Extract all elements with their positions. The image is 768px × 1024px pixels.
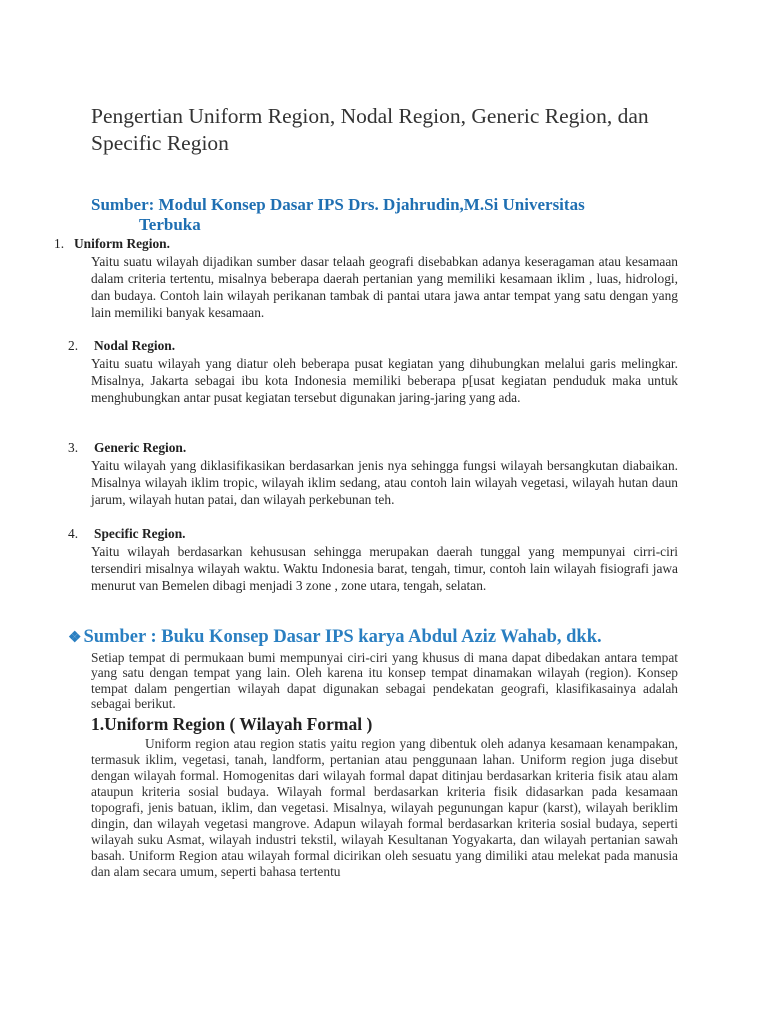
- item-4-number: 4.: [68, 526, 79, 541]
- source-heading-2: [68, 626, 708, 649]
- section-paragraph-indent: [91, 736, 145, 751]
- source-heading-1-line1: Sumber: Modul Konsep Dasar IPS Drs. Djahrudin,M.Si Universitas: [91, 195, 585, 214]
- source-heading-1: [91, 195, 691, 235]
- item-1-number: 1.: [54, 236, 65, 251]
- item-3-number: 3.: [68, 440, 79, 455]
- item-4-heading: Specific Region.: [94, 526, 186, 541]
- source-heading-1-line2: Terbuka: [139, 215, 201, 234]
- item-3-text: Yaitu wilayah yang diklasifikasikan berdasarkan jenis nya sehingga fungsi wilayah bersangkutan diabaikan. Misalnya wilayah iklim tropic, wilayah iklim sedang, atau contoh lain wilayah vegetasi, wilayah hutan daun jarum, wilayah hutan patai, dan wilayah perkebunan teh.: [91, 458, 678, 507]
- item-1-heading: Uniform Region.: [74, 236, 170, 251]
- item-4-text: Yaitu wilayah berdasarkan kehususan sehingga merupakan daerah tunggal yang mempunyai cirri-ciri tersendiri misalnya wilayah waktu. Waktu Indonesia barat, tengah, timur, contoh lain wilayah fisiografi jawa menurut van Bemelen dibagi menjadi 3 zone , zone utara, tengah, selatan.: [91, 544, 678, 593]
- section-paragraph-text: Uniform region atau region statis yaitu region yang dibentuk oleh adanya kesamaan kenampakan, termasuk iklim, vegetasi, tanah, landform, pertanian atau penggunaan lahan. Uniform region juga disebut dengan wilayah formal. Homogenitas dari wilayah formal dapat ditinjau berdasarkan kriteria fisik atau alam ataupun kriteria sosial budaya. Wilayah formal berdasarkan kriteria fisik didasarkan pada kesamaan topografi, jenis batuan, iklim, dan vegetasi. Misalnya, wilayah pegunungan kapur (karst), wilayah beriklim dingin, dan wilayah vegetasi mangrove. Adapun wilayah formal berdasarkan kriteria sosial budaya, seperti wilayah suku Asmat, wilayah industri tekstil, wilayah Kesultanan Yogyakarta, dan wilayah pertanian sawah basah. Uniform Region atau wilayah formal dicirikan oleh sesuatu yang dimiliki atau melekat pada manusia dan alam secara umum, seperti bahasa tertentu: [91, 736, 678, 879]
- item-3-heading: Generic Region.: [94, 440, 187, 455]
- intro-paragraph: Setiap tempat di permukaan bumi mempunyai ciri-ciri yang khusus di mana dapat dibedakan antara tempat yang satu dengan tempat yang lain. Oleh karena itu konsep tempat dinamakan wilayah (region). Konsep tempat dalam pengertian wilayah dapat digunakan sebagai pendekatan geografi, klasifikasainya adalah sebagai berikut.: [91, 650, 678, 711]
- section-paragraph: [91, 736, 678, 880]
- diamond-bullet-icon: ❖: [68, 630, 82, 646]
- item-2-text: Yaitu suatu wilayah yang diatur oleh beberapa pusat kegiatan yang dihubungkan melalui garis melingkar. Misalnya, Jakarta sebagai ibu kota Indonesia memiliki beberapa p[usat kegiatan penduduk maka untuk menghubungkan antar pusat kegiatan tersebut digunakan jaring-jaring yang ada.: [91, 356, 678, 405]
- item-1-text: Yaitu suatu wilayah dijadikan sumber dasar telaah geografi disebabkan adanya keseragaman atau kesamaan dalam criteria tertentu, misalnya beberapa daerah pertanian yang memiliki kesamaan iklim , luas, hidrologi, dan budaya. Contoh lain wilayah perikanan tambak di pantai utara jawa antar tempat yang satu dengan yang lain memiliki banyak kesamaan.: [91, 254, 678, 320]
- item-2-heading: Nodal Region.: [94, 338, 176, 353]
- source-heading-2-text: Sumber : Buku Konsep Dasar IPS karya Abdul Aziz Wahab, dkk.: [83, 627, 602, 647]
- item-2-number: 2.: [68, 338, 79, 353]
- section-heading: 1.Uniform Region ( Wilayah Formal ): [91, 714, 373, 734]
- document-title: Pengertian Uniform Region, Nodal Region, Generic Region, dan Specific Region: [91, 104, 649, 155]
